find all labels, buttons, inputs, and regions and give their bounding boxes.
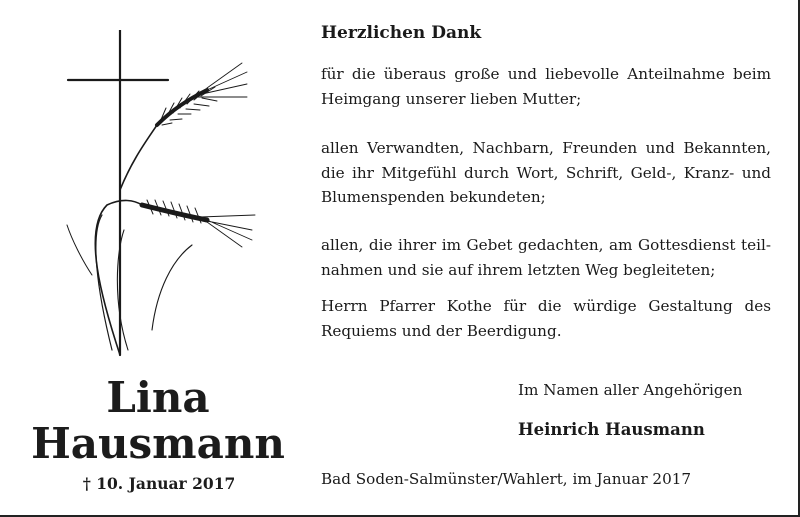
- notice-paragraph: allen Verwandten, Nachbarn, Freunden und Bekannten, die ihr Mitgefühl durch Wort, Schrift, Geld-, Kranz- und Blumenspenden bekundeten;: [321, 139, 771, 206]
- notice-paragraph: Herrn Pfarrer Kothe für die würdige Gestaltung des Requiems und der Beerdigung.: [321, 297, 771, 340]
- deceased-last-name: Hausmann: [31, 419, 285, 468]
- deceased-first-name: Lina: [106, 373, 210, 422]
- notice-paragraph: allen, die ihrer im Gebet gedachten, am Gottesdienst teilnahmen und sie auf ihrem letzten Weg begleiteten;: [321, 236, 771, 279]
- signature-name: Heinrich Hausmann: [518, 420, 705, 439]
- notice-heading: Herzlichen Dank: [321, 23, 482, 43]
- signature-intro: Im Namen aller Angehörigen: [518, 381, 743, 399]
- notice-paragraph: für die überaus große und liebevolle Anteilnahme beim Heimgang unserer lieben Mutter;: [321, 65, 771, 108]
- place-date: Bad Soden-Salmünster/Wahlert, im Januar 2017: [321, 470, 692, 488]
- death-date: † 10. Januar 2017: [82, 474, 236, 493]
- cross-with-wheat-icon: [62, 30, 262, 360]
